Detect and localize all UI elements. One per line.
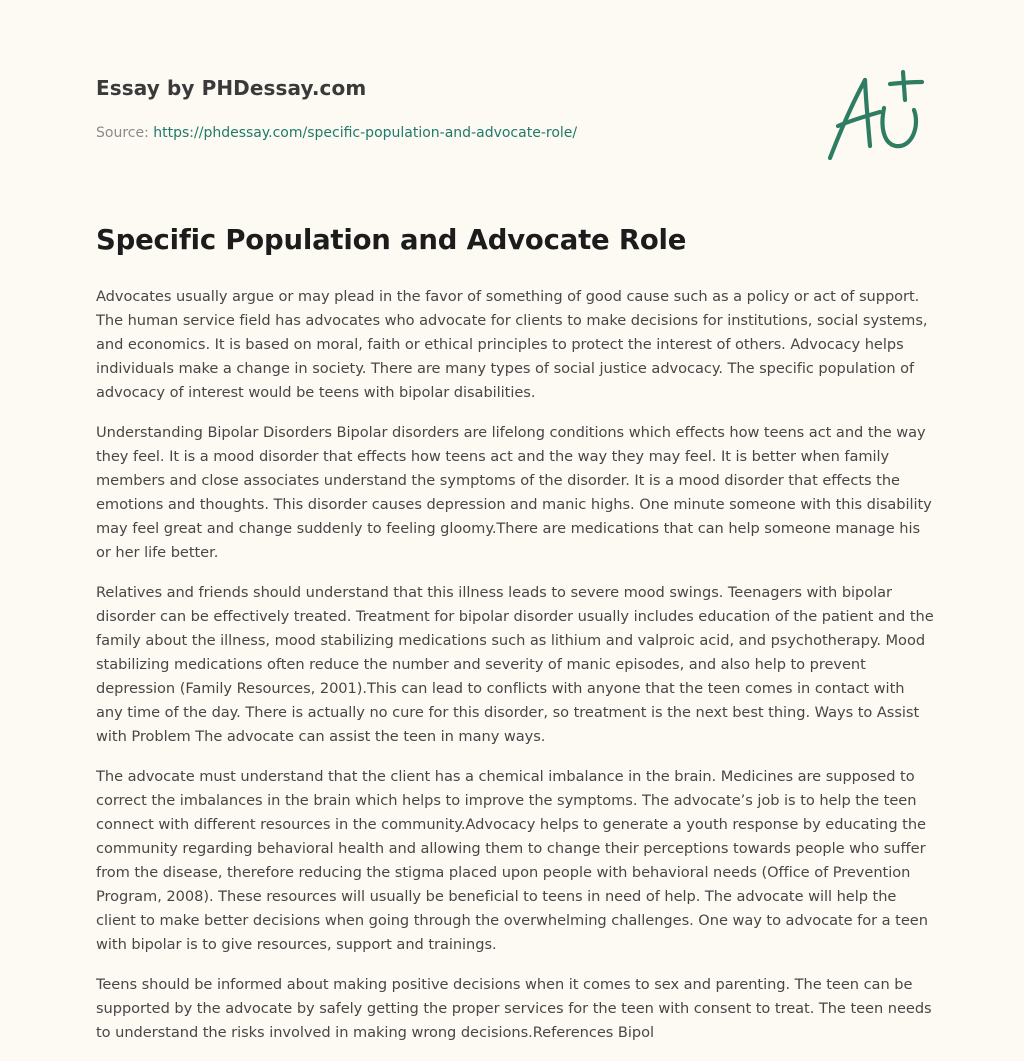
a-plus-logo-icon bbox=[820, 66, 928, 166]
page-header bbox=[96, 76, 796, 141]
article-body bbox=[96, 285, 934, 1061]
source-line bbox=[96, 125, 796, 141]
source-label: Source: bbox=[96, 125, 149, 141]
paragraph: Teens should be informed about making positive decisions when it comes to sex and parenting. The teen can be supported by the advocate by safely getting the proper services for the teen with consent to treat. The teen needs to understand the risks involved in making wrong decisions.References Bipol bbox=[96, 976, 932, 1041]
paragraph: Advocates usually argue or may plead in the favor of something of good cause such as a policy or act of support. The human service field has advocates who advocate for clients to make decisions for institutions, social systems, and economics. It is based on moral, faith or ethical principles to protect the interest of others. Advocacy helps individuals make a change in society. There are many types of social justice advocacy. The specific population of advocacy of interest would be teens with bipolar disabilities. bbox=[96, 288, 928, 401]
paragraph: Relatives and friends should understand that this illness leads to severe mood swings. Teenagers with bipolar disorder can be effectively treated. Treatment for bipolar disorder usually includes education of the patient and the family about the illness, mood stabilizing medications such as lithium and valproic acid, and psychotherapy. Mood stabilizing medications often reduce the number and severity of manic episodes, and also help to prevent depression (Family Resources, 2001).This can lead to conflicts with anyone that the teen comes in contact with any time of the day. There is actually no cure for this disorder, so treatment is the next best thing. Ways to Assist with Problem The advocate can assist the teen in many ways. bbox=[96, 584, 934, 745]
article-title: Specific Population and Advocate Role bbox=[96, 224, 687, 256]
site-brand: Essay by PHDessay.com bbox=[96, 76, 367, 100]
paragraph: The advocate must understand that the client has a chemical imbalance in the brain. Medicines are supposed to correct the imbalances in the brain which helps to improve the symptoms. The advocate’s job is to help the teen connect with different resources in the community.Advocacy helps to generate a youth response by educating the community regarding behavioral health and allowing them to change their perceptions towards people who suffer from the disease, therefore reducing the stigma placed upon people with behavioral needs (Office of Prevention Program, 2008). These resources will usually be beneficial to teens in need of help. The advocate will help the client to make better decisions when going through the overwhelming challenges. One way to advocate for a teen with bipolar is to give resources, support and trainings. bbox=[96, 768, 928, 953]
source-link[interactable]: https://phdessay.com/specific-population-and-advocate-role/ bbox=[153, 125, 578, 141]
paragraph: Understanding Bipolar Disorders Bipolar disorders are lifelong conditions which effects how teens act and the way they feel. It is a mood disorder that effects how teens act and the way they may feel. It is better when family members and close associates understand the symptoms of the disorder. It is a mood disorder that effects the emotions and thoughts. This disorder causes depression and manic highs. One minute someone with this disability may feel great and change suddenly to feeling gloomy.There are medications that can help someone manage his or her life better. bbox=[96, 424, 932, 561]
